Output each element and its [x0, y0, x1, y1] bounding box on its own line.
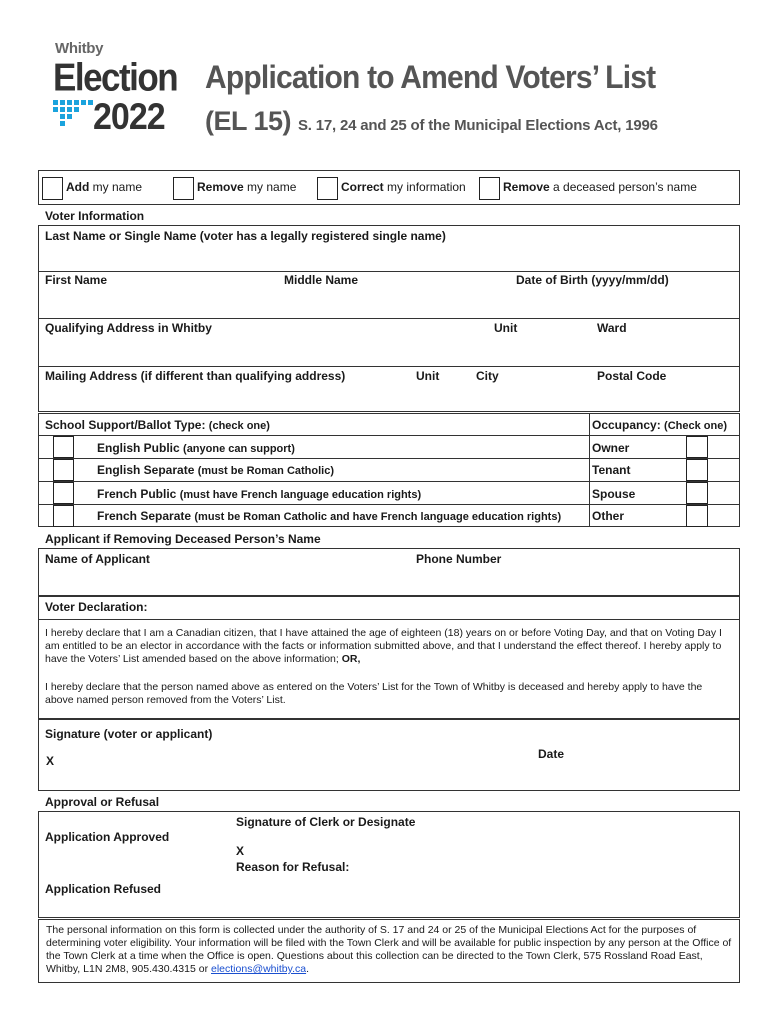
- signature-field[interactable]: [60, 745, 490, 785]
- remove-name-checkbox[interactable]: [173, 177, 194, 200]
- date-label: Date: [538, 747, 565, 761]
- application-refused-label: Application Refused: [45, 882, 162, 896]
- row-divider: [38, 458, 740, 459]
- privacy-notice-end: .: [306, 963, 310, 975]
- french-separate-label: [97, 509, 561, 523]
- logo-word: Election: [53, 56, 178, 100]
- declaration-paragraph-2: I hereby declare that the person named above as entered on the Voters’ List for the Town of Whitby is deceased and hereby apply to have the above named person removed from the Voters’ List.: [45, 681, 703, 706]
- add-name-label-rest: my name: [89, 180, 143, 194]
- french-separate-checkbox[interactable]: [53, 505, 74, 527]
- english-separate-checkbox[interactable]: [53, 459, 74, 481]
- row-divider: [38, 481, 740, 482]
- row-divider: [38, 318, 740, 319]
- qualifying-address-field[interactable]: [40, 338, 485, 364]
- english-separate-text: English Separate: [97, 463, 195, 477]
- french-public-note: (must have French language education rights): [179, 489, 422, 501]
- english-public-note: (anyone can support): [183, 443, 295, 455]
- city-label: City: [476, 369, 499, 383]
- remove-deceased-label-bold: Remove: [503, 180, 550, 194]
- remove-deceased-label-rest: a deceased person’s name: [549, 180, 697, 194]
- mailing-address-label: Mailing Address (if different than qualifying address): [45, 369, 346, 383]
- occupancy-spouse-checkbox[interactable]: [686, 482, 708, 504]
- french-public-text: French Public: [97, 487, 177, 501]
- remove-name-label-bold: Remove: [197, 180, 244, 194]
- ballot-dots-icon: [53, 100, 93, 130]
- last-name-label: Last Name or Single Name (voter has a legally registered single name): [45, 229, 446, 243]
- last-name-field[interactable]: [40, 245, 738, 269]
- postal-code-label: Postal Code: [597, 369, 667, 383]
- mailing-unit-field[interactable]: [412, 386, 472, 410]
- clerk-signature-label: Signature of Clerk or Designate: [236, 815, 416, 829]
- english-public-text: English Public: [97, 441, 180, 455]
- remove-deceased-checkbox[interactable]: [479, 177, 500, 200]
- correct-info-label-rest: my information: [383, 180, 466, 194]
- unit-field[interactable]: [490, 338, 590, 364]
- remove-name-label: [197, 180, 296, 194]
- form-subtitle: S. 17, 24 and 25 of the Municipal Elections Act, 1996: [298, 117, 658, 134]
- occupancy-other-checkbox[interactable]: [686, 505, 708, 527]
- correct-info-label: [341, 180, 466, 194]
- dob-field[interactable]: [512, 290, 738, 316]
- applicant-phone-label: Phone Number: [416, 552, 502, 566]
- refusal-reason-field[interactable]: [236, 876, 730, 914]
- occupancy-tenant-label: Tenant: [592, 463, 631, 477]
- form-code: (EL 15): [205, 106, 292, 136]
- approval-heading: Approval or Refusal: [45, 795, 160, 809]
- english-public-checkbox[interactable]: [53, 436, 74, 458]
- logo-year: 2022: [93, 96, 165, 138]
- clerk-signature-x: X: [236, 844, 245, 858]
- clerk-signature-field[interactable]: [250, 833, 730, 857]
- row-divider: [38, 366, 740, 367]
- french-separate-note: (must be Roman Catholic and have French language education rights): [194, 511, 562, 523]
- postal-code-field[interactable]: [594, 386, 738, 410]
- occupancy-other-label: Other: [592, 509, 625, 523]
- column-divider: [589, 413, 590, 527]
- add-name-label: [66, 180, 142, 194]
- signature-x: X: [46, 754, 55, 768]
- add-name-label-bold: Add: [66, 180, 90, 194]
- city-field[interactable]: [474, 386, 592, 410]
- declaration-paragraph-1: [45, 627, 725, 666]
- correct-info-checkbox[interactable]: [317, 177, 338, 200]
- occupancy-owner-label: Owner: [592, 441, 630, 455]
- application-approved-label: Application Approved: [45, 830, 170, 844]
- unit-label: Unit: [494, 321, 518, 335]
- row-divider: [38, 504, 740, 505]
- school-support-heading-text: School Support/Ballot Type:: [45, 418, 206, 432]
- row-divider: [38, 619, 740, 620]
- occupancy-heading: [592, 418, 727, 432]
- remove-deceased-label: [503, 180, 697, 194]
- remove-name-label-rest: my name: [243, 180, 297, 194]
- school-support-heading-note: (check one): [208, 420, 270, 432]
- privacy-notice: [46, 924, 734, 976]
- mailing-address-field[interactable]: [40, 386, 410, 410]
- english-separate-note: (must be Roman Catholic): [197, 465, 335, 477]
- applicant-name-field[interactable]: [40, 568, 410, 594]
- middle-name-label: Middle Name: [284, 273, 359, 287]
- email-link[interactable]: elections@whitby.ca: [211, 963, 307, 975]
- applicant-name-label: Name of Applicant: [45, 552, 150, 566]
- first-name-label: First Name: [45, 273, 108, 287]
- occupancy-heading-note: (Check one): [664, 420, 728, 432]
- declaration-heading: Voter Declaration:: [45, 600, 148, 614]
- row-divider: [38, 271, 740, 272]
- occupancy-owner-checkbox[interactable]: [686, 436, 708, 458]
- voter-info-heading: Voter Information: [45, 209, 145, 223]
- add-name-checkbox[interactable]: [42, 177, 63, 200]
- applicant-heading: Applicant if Removing Deceased Person’s Name: [45, 532, 321, 546]
- declaration-paragraph-1-text: I hereby declare that I am a Canadian citizen, that I have attained the age of eighteen (18) years on or before Voting Day, and that on Voting Day I am entitled to be an elector in accordance with the facts or information submitted above, and that I understand the effect thereof. I hereby apply to have the Voters’ List amended based on the above information;: [45, 627, 722, 665]
- french-public-checkbox[interactable]: [53, 482, 74, 504]
- privacy-notice-text: The personal information on this form is collected under the authority of S. 17 and 24 or 25 of the Municipal Elections Act for the purposes of determining voter eligibility. Your information will be filed with the Town Clerk and will be available for public inspection by any person at the Office of the Town Clerk at a time when the Office is open. Questions about this collection can be directed to the Town Clerk, 575 Rossland Road East, Whitby, L1N 2M8, 905.430.4315 or: [46, 924, 732, 975]
- occupancy-heading-text: Occupancy:: [592, 418, 661, 432]
- refusal-reason-label: Reason for Refusal:: [236, 860, 350, 874]
- page-title: Application to Amend Voters’ List: [205, 60, 656, 96]
- school-support-heading: [45, 418, 270, 432]
- signature-heading: Signature (voter or applicant): [45, 727, 213, 741]
- row-divider: [38, 435, 740, 436]
- english-separate-label: [97, 463, 334, 477]
- first-name-field[interactable]: [40, 290, 275, 316]
- french-separate-text: French Separate: [97, 509, 192, 523]
- applicant-phone-field[interactable]: [412, 568, 738, 594]
- mailing-unit-label: Unit: [416, 369, 440, 383]
- logo-town: Whitby: [55, 40, 104, 57]
- ward-field[interactable]: [593, 338, 738, 364]
- qualifying-address-label: Qualifying Address in Whitby: [45, 321, 212, 335]
- declaration-or: OR,: [341, 653, 361, 665]
- correct-info-label-bold: Correct: [341, 180, 384, 194]
- dob-label: Date of Birth (yyyy/mm/dd): [516, 273, 669, 287]
- ward-label: Ward: [597, 321, 627, 335]
- date-field[interactable]: [535, 763, 735, 787]
- middle-name-field[interactable]: [280, 290, 510, 316]
- occupancy-tenant-checkbox[interactable]: [686, 459, 708, 481]
- french-public-label: [97, 487, 421, 501]
- english-public-label: [97, 441, 295, 455]
- occupancy-spouse-label: Spouse: [592, 487, 636, 501]
